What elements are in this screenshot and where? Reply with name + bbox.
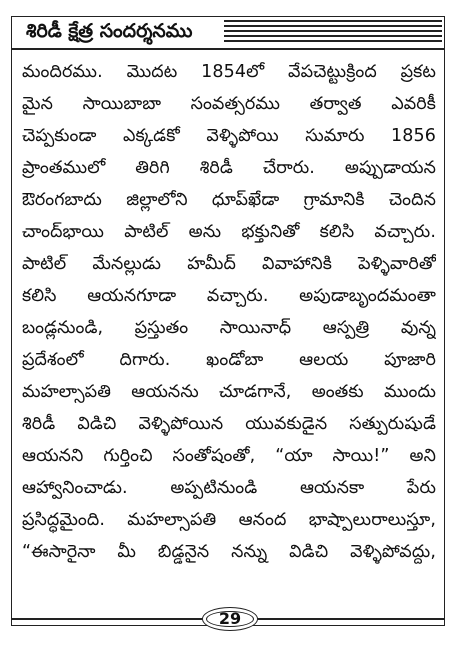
text-line: కలిసి ఆయనగూడా వచ్చారు. అపుడాబృందమంతా [22, 286, 436, 306]
page-number-badge [202, 607, 258, 631]
text-line: బండ్లనుండి, ప్రస్తుతం సాయినాధ్ ఆస్పత్రి వున్న [22, 318, 436, 338]
footer-rule-left [11, 618, 202, 620]
text-line: మహల్సాపతి ఆయనను చూడగానే, అంతకు ముందు [22, 382, 436, 402]
header-divider [11, 48, 445, 50]
running-header-title: శిరిడీ క్షేత్ర సందర్శనము [26, 20, 193, 42]
text-line: పాటిల్ మేనల్లుడు హమీద్ వివాహానికి పెళ్ళివారితో [22, 254, 436, 274]
text-line: మైన సాయిబాబా సంవత్సరము తర్వాత ఎవరికీ [22, 94, 436, 114]
text-line: చాంద్‌భాయి పాటిల్ అను భక్తునితో కలిసి వచ్చారు. [22, 222, 436, 242]
text-line: ప్రాంతములో తిరిగి శిరిడీ చేరారు. అప్పుడాయన [22, 158, 436, 178]
footer-rule-right [258, 618, 445, 620]
text-line: “ఈసారైనా మీ బిడ్డనైన నన్ను విడిచి వెళ్ళిపోవద్దు, [22, 542, 436, 562]
header-decorative-rules [224, 20, 442, 44]
text-line: శిరిడీ విడిచి వెళ్ళిపోయిన యువకుడైన సత్పురుషుడే [22, 414, 436, 434]
text-line: ప్రదేశంలో దిగారు. ఖండోబా ఆలయ పూజారి [22, 350, 436, 370]
text-line: ఆయనని గుర్తించి సంతోషంతో, “యా సాయి!” అని [22, 446, 436, 466]
body-paragraph [22, 56, 436, 568]
text-line: చెప్పకుండా ఎక్కడకో వెళ్ళిపోయి సుమారు 1856 [22, 126, 436, 146]
text-line: ఆహ్వానించాడు. అప్పటినుండి ఆయనకా పేరు [22, 478, 436, 498]
page-number: 29 [218, 609, 242, 628]
text-line: ఔరంగబాదు జిల్లాలోని ధూప్‌ఖేడా గ్రామానికి చెందిన [22, 190, 436, 210]
text-line: మందిరము. మొదట 1854లో వేపచెట్టుక్రింద ప్రకట [22, 62, 436, 82]
text-line: ప్రసిద్ధమైంది. మహల్సాపతి ఆనంద భాష్పాలురాలుస్తూ, [22, 510, 436, 530]
